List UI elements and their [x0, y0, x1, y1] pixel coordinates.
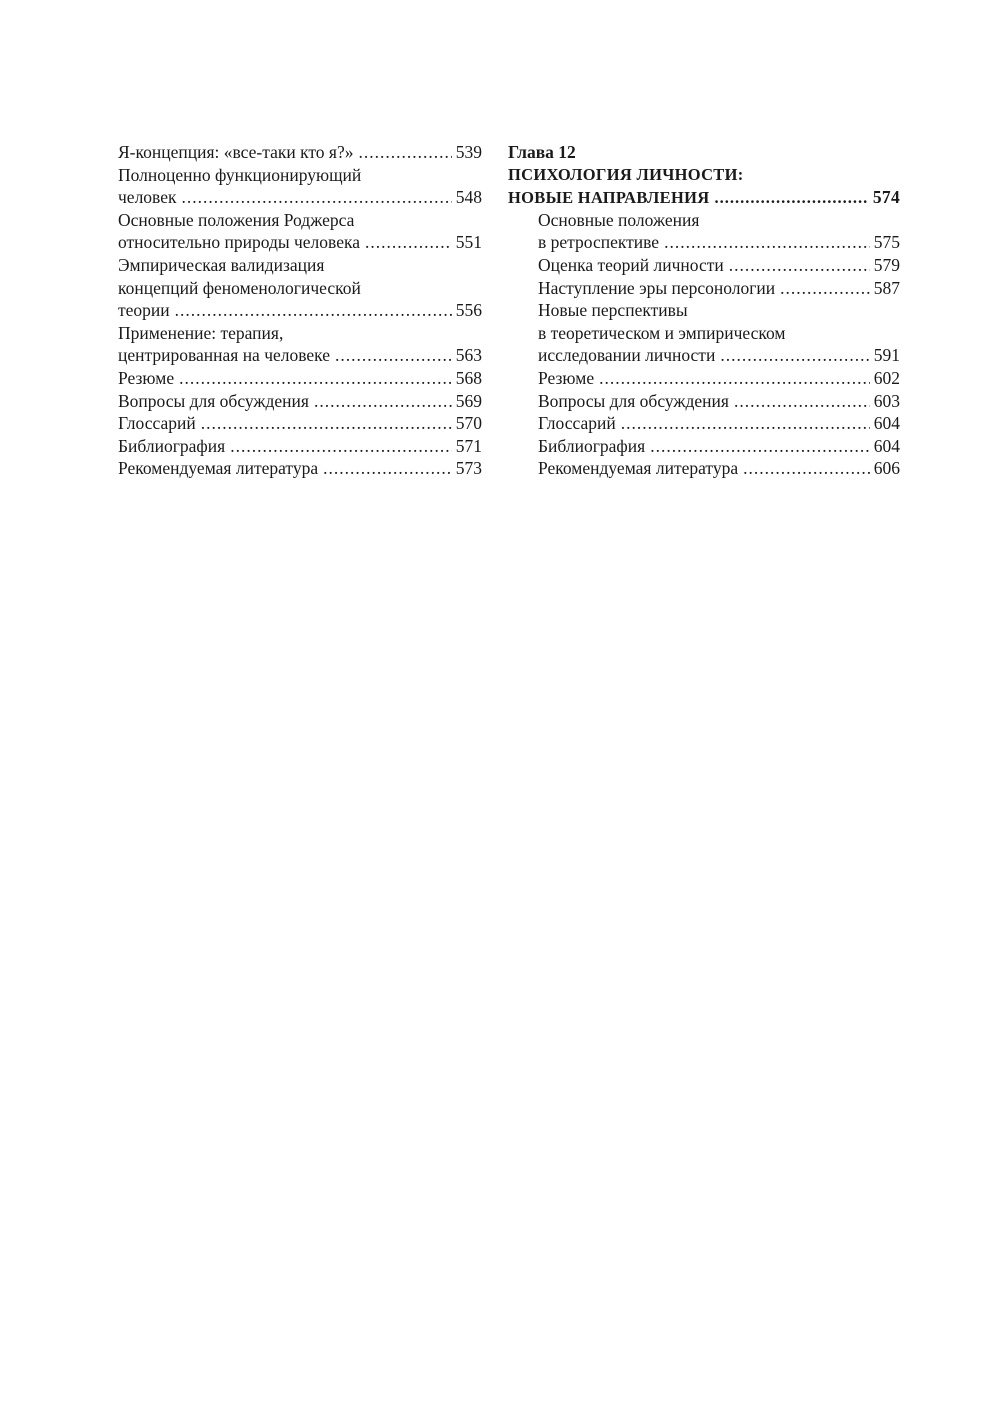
toc-entry-title: в теоретическом и эмпирическом	[538, 322, 786, 343]
toc-leader-dots	[181, 186, 451, 209]
toc-leader-dots	[201, 412, 452, 435]
toc-entry[interactable]	[118, 457, 482, 480]
toc-entry[interactable]	[508, 254, 900, 277]
toc-entry-title: Основные положения Роджерса	[118, 209, 355, 230]
toc-entry[interactable]	[508, 231, 900, 254]
toc-entry-title: Резюме	[538, 367, 595, 388]
toc-entry-title: Библиография	[538, 435, 646, 456]
toc-entry-page: 579	[873, 254, 900, 275]
toc-entry-page: 539	[455, 142, 482, 162]
toc-leader-dots	[358, 141, 451, 164]
toc-leader-dots	[720, 344, 869, 367]
toc-entry-line[interactable]	[118, 277, 482, 300]
toc-entry-title: Резюме	[118, 367, 175, 388]
chapter-title-entry[interactable]	[508, 186, 900, 209]
toc-entry-page: 570	[455, 413, 482, 434]
toc-entry[interactable]	[508, 412, 900, 435]
toc-left-column	[118, 141, 482, 480]
toc-entry-title: Библиография	[118, 435, 226, 456]
toc-entry[interactable]	[118, 412, 482, 435]
toc-entry-line[interactable]	[118, 322, 482, 345]
toc-leader-dots	[743, 457, 870, 480]
toc-entry-title: Наступление эры персонологии	[538, 277, 776, 298]
toc-entry-title: Глоссарий	[538, 413, 616, 434]
toc-entry[interactable]	[508, 457, 900, 480]
toc-entry-page: 568	[455, 367, 482, 388]
toc-leader-dots	[729, 254, 870, 277]
toc-leader-dots	[599, 367, 870, 390]
toc-leader-dots	[650, 435, 870, 458]
toc-entry[interactable]	[118, 390, 482, 413]
toc-entry[interactable]	[508, 367, 900, 390]
toc-entry[interactable]	[508, 277, 900, 300]
chapter-title-text: НОВЫЕ НАПРАВЛЕНИЯ	[508, 188, 710, 208]
toc-entry-title: Я-концепция: «все-таки кто я?»	[118, 142, 354, 162]
toc-entry-title: Применение: терапия,	[118, 322, 284, 343]
toc-leader-dots	[323, 457, 452, 480]
toc-entry-title: исследовании личности	[538, 345, 716, 366]
toc-entry[interactable]	[118, 299, 482, 322]
toc-leader-dots	[335, 344, 452, 367]
toc-entry-title: Глоссарий	[118, 413, 196, 434]
toc-entry-title: Новые перспективы	[538, 300, 688, 321]
toc-entry[interactable]	[118, 231, 482, 254]
toc-entry-page: 563	[455, 345, 482, 366]
chapter-label: Глава 12	[508, 142, 576, 162]
toc-entry[interactable]	[118, 435, 482, 458]
toc-entry-line[interactable]	[508, 209, 900, 232]
toc-entry-page: 587	[873, 277, 900, 298]
toc-entry-line[interactable]	[118, 254, 482, 277]
toc-entry-title: концепций феноменологической	[118, 277, 361, 298]
toc-leader-dots	[365, 231, 452, 254]
toc-entry-page: 556	[455, 300, 482, 321]
toc-entry-title: Полноценно функционирующий	[118, 164, 362, 185]
toc-entry-title: центрированная на человеке	[118, 345, 331, 366]
toc-entry-line[interactable]	[508, 322, 900, 345]
toc-entry[interactable]	[118, 186, 482, 209]
toc-entry-page: 603	[873, 390, 900, 411]
toc-entry[interactable]	[118, 141, 482, 164]
toc-entry[interactable]	[508, 435, 900, 458]
toc-entry-line[interactable]	[118, 164, 482, 187]
toc-leader-dots	[175, 299, 452, 322]
toc-entry-page: 573	[455, 458, 482, 479]
toc-entry-page: 602	[873, 367, 900, 388]
toc-leader-dots	[664, 231, 870, 254]
toc-entry-title: в ретроспективе	[538, 232, 660, 253]
toc-right-column	[508, 141, 900, 480]
toc-entry-page: 604	[873, 413, 900, 434]
toc-entry-page: 591	[873, 345, 900, 366]
toc-leader-dots	[714, 187, 868, 209]
toc-entry-title: Рекомендуемая литература	[118, 458, 319, 479]
toc-entry-page: 569	[455, 390, 482, 411]
toc-entry[interactable]	[508, 344, 900, 367]
toc-leader-dots	[621, 412, 870, 435]
chapter-page: 574	[872, 187, 900, 208]
toc-entry-page: 571	[455, 435, 482, 456]
toc-leader-dots	[734, 390, 870, 413]
toc-entry-page: 575	[873, 232, 900, 253]
toc-entry-page: 604	[873, 435, 900, 456]
toc-entry-title: теории	[118, 300, 170, 321]
toc-entry-title: относительно природы человека	[118, 232, 360, 253]
toc-entry-line[interactable]	[118, 209, 482, 232]
toc-leader-dots	[314, 390, 452, 413]
toc-entry[interactable]	[118, 367, 482, 390]
chapter-title-line[interactable]: ПСИХОЛОГИЯ ЛИЧНОСТИ:	[508, 164, 744, 184]
toc-leader-dots	[780, 277, 870, 300]
toc-leader-dots	[179, 367, 452, 390]
toc-entry-title: Эмпирическая валидизация	[118, 254, 325, 275]
toc-entry-title: Вопросы для обсуждения	[118, 390, 309, 411]
toc-entry-line[interactable]	[508, 299, 900, 322]
toc-entry-page: 606	[873, 458, 900, 479]
toc-entry-title: Вопросы для обсуждения	[538, 390, 729, 411]
toc-entry-page: 548	[455, 187, 482, 208]
toc-entry-title: человек	[118, 187, 177, 208]
toc-entry-title: Оценка теорий личности	[538, 254, 724, 275]
chapter-subentries	[508, 209, 900, 480]
toc-entry[interactable]	[118, 344, 482, 367]
toc-entry-title: Основные положения	[538, 209, 700, 230]
toc-entry-title: Рекомендуемая литература	[538, 458, 739, 479]
toc-entry[interactable]	[508, 390, 900, 413]
toc-entry-page: 551	[455, 232, 482, 253]
toc-leader-dots	[230, 435, 452, 458]
